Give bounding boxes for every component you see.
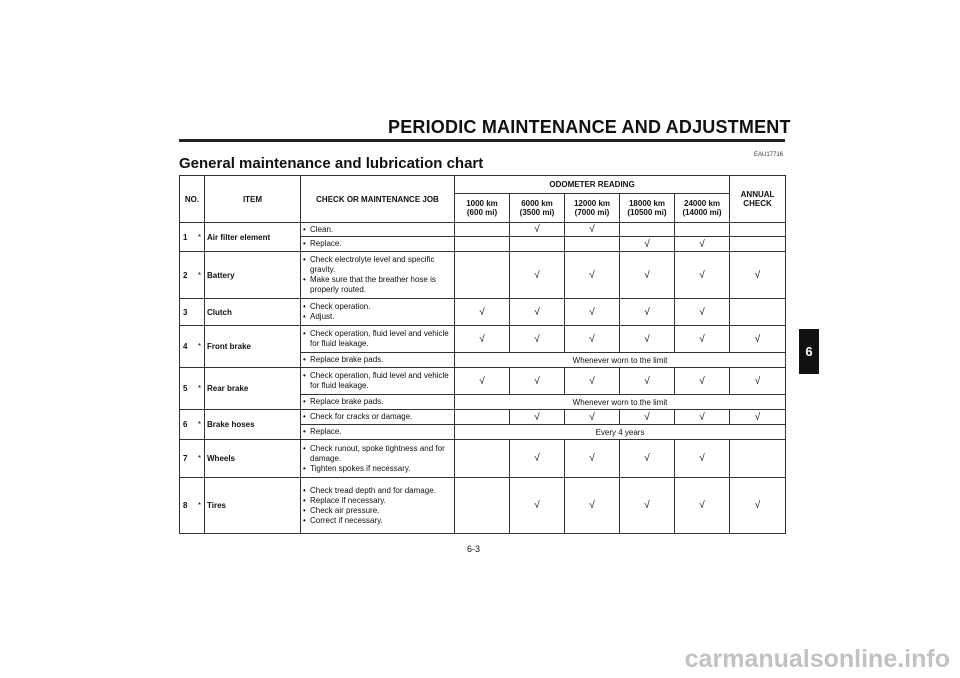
check-mark: √ [565,478,620,534]
maintenance-job [301,326,455,353]
asterisk-marker: * [197,232,201,242]
item-name: Clutch [205,299,301,326]
job-bullet: • Replace brake pads. [303,397,452,407]
maintenance-job [301,353,455,368]
asterisk-marker: * [197,270,201,280]
job-bullet: • Replace brake pads. [303,355,452,365]
job-bullet: • Check air pressure. [303,506,452,516]
job-bullet: • Replace. [303,427,452,437]
item-name: Air filter element [205,223,301,252]
interval-note: Every 4 years [455,425,786,440]
check-mark: √ [620,299,675,326]
header-odometer-interval: 6000 km (3500 mi) [510,194,565,223]
item-name: Wheels [205,440,301,478]
empty-check-cell [455,252,510,299]
asterisk-marker: * [197,501,201,510]
empty-check-cell [730,440,786,478]
maintenance-job [301,440,455,478]
check-mark: √ [675,252,730,299]
maintenance-job [301,395,455,410]
check-mark: √ [730,478,786,534]
item-name: Tires [205,478,301,534]
check-mark: √ [510,440,565,478]
check-mark: √ [675,237,730,252]
section-title: General maintenance and lubrication chart [179,155,484,172]
header-job: CHECK OR MAINTENANCE JOB [301,176,455,223]
check-mark: √ [510,252,565,299]
empty-check-cell [455,478,510,534]
maintenance-job [301,237,455,252]
job-bullet: • Make sure that the breather hose is properly routed. [303,275,452,295]
page-header-title: PERIODIC MAINTENANCE AND ADJUSTMENT [388,117,791,137]
item-name: Battery [205,252,301,299]
header-annual: ANNUAL CHECK [730,176,786,223]
asterisk-marker: * [197,384,201,393]
job-bullet: • Tighten spokes if necessary. [303,464,452,474]
check-mark: √ [510,223,565,237]
table-row [180,368,786,395]
empty-check-cell [620,223,675,237]
check-mark: √ [565,252,620,299]
check-mark: √ [510,368,565,395]
item-number: 4 * [180,326,205,368]
watermark: carmanualsonline.info [684,645,950,673]
job-bullet: • Correct if necessary. [303,516,452,526]
job-bullet: • Replace. [303,239,452,249]
check-mark: √ [675,410,730,425]
header-odometer-interval: 12000 km (7000 mi) [565,194,620,223]
interval-note: Whenever worn to the limit [455,395,786,410]
check-mark: √ [620,237,675,252]
check-mark: √ [565,410,620,425]
job-bullet: • Check for cracks or damage. [303,412,452,422]
check-mark: √ [675,368,730,395]
maintenance-job [301,425,455,440]
check-mark: √ [730,252,786,299]
table-row [180,223,786,237]
maintenance-job [301,478,455,534]
maintenance-job [301,223,455,237]
empty-check-cell [675,223,730,237]
job-bullet: • Check electrolyte level and specific gravity. [303,255,452,275]
check-mark: √ [455,299,510,326]
asterisk-marker: * [197,342,201,351]
header-odometer-interval: 18000 km (10500 mi) [620,194,675,223]
table-row [180,410,786,425]
asterisk-marker: * [197,454,201,463]
interval-note: Whenever worn to the limit [455,353,786,368]
header-rule [179,139,785,142]
check-mark: √ [730,326,786,353]
maintenance-job [301,368,455,395]
job-bullet: • Clean. [303,225,452,235]
item-number: 7 * [180,440,205,478]
item-name: Brake hoses [205,410,301,440]
check-mark: √ [565,223,620,237]
check-mark: √ [510,478,565,534]
maintenance-job [301,299,455,326]
table-row [180,299,786,326]
reference-code: EAU17716 [754,152,784,158]
maintenance-job [301,410,455,425]
job-bullet: • Check operation, fluid level and vehicle for fluid leakage. [303,371,452,391]
item-name: Front brake [205,326,301,368]
check-mark: √ [620,368,675,395]
empty-check-cell [730,299,786,326]
check-mark: √ [510,326,565,353]
item-number: 8 * [180,478,205,534]
check-mark: √ [620,410,675,425]
job-bullet: • Check runout, spoke tightness and for damage. [303,444,452,464]
table-row [180,440,786,478]
check-mark: √ [675,299,730,326]
empty-check-cell [730,223,786,237]
job-bullet: • Check tread depth and for damage. [303,486,452,496]
empty-check-cell [455,237,510,252]
check-mark: √ [675,440,730,478]
empty-check-cell [455,410,510,425]
asterisk-marker: * [197,420,201,429]
empty-check-cell [455,440,510,478]
check-mark: √ [510,410,565,425]
empty-check-cell [510,237,565,252]
check-mark: √ [565,440,620,478]
empty-check-cell [455,223,510,237]
empty-check-cell [565,237,620,252]
check-mark: √ [730,368,786,395]
check-mark: √ [675,326,730,353]
item-name: Rear brake [205,368,301,410]
item-number: 3 [180,299,205,326]
page-number: 6-3 [467,544,481,554]
job-bullet: • Adjust. [303,312,452,322]
check-mark: √ [565,299,620,326]
check-mark: √ [565,368,620,395]
header-odometer-interval: 1000 km (600 mi) [455,194,510,223]
check-mark: √ [620,252,675,299]
check-mark: √ [565,326,620,353]
header-no: NO. [180,176,205,223]
header-odometer: ODOMETER READING [455,176,730,194]
check-mark: √ [620,440,675,478]
job-bullet: • Check operation. [303,302,452,312]
item-number: 1 * [180,223,205,252]
maintenance-chart [179,175,786,534]
table-row [180,478,786,534]
job-bullet: • Check operation, fluid level and vehicle for fluid leakage. [303,329,452,349]
header-odometer-interval: 24000 km (14000 mi) [675,194,730,223]
item-number: 6 * [180,410,205,440]
maintenance-job [301,252,455,299]
check-mark: √ [620,478,675,534]
check-mark: √ [620,326,675,353]
chapter-tab: 6 [799,329,819,374]
check-mark: √ [730,410,786,425]
job-bullet: • Replace if necessary. [303,496,452,506]
table-row [180,252,786,299]
check-mark: √ [455,326,510,353]
table-row [180,326,786,353]
item-number: 5 * [180,368,205,410]
check-mark: √ [455,368,510,395]
item-number: 2 * [180,252,205,299]
header-item: ITEM [205,176,301,223]
check-mark: √ [510,299,565,326]
empty-check-cell [730,237,786,252]
check-mark: √ [675,478,730,534]
